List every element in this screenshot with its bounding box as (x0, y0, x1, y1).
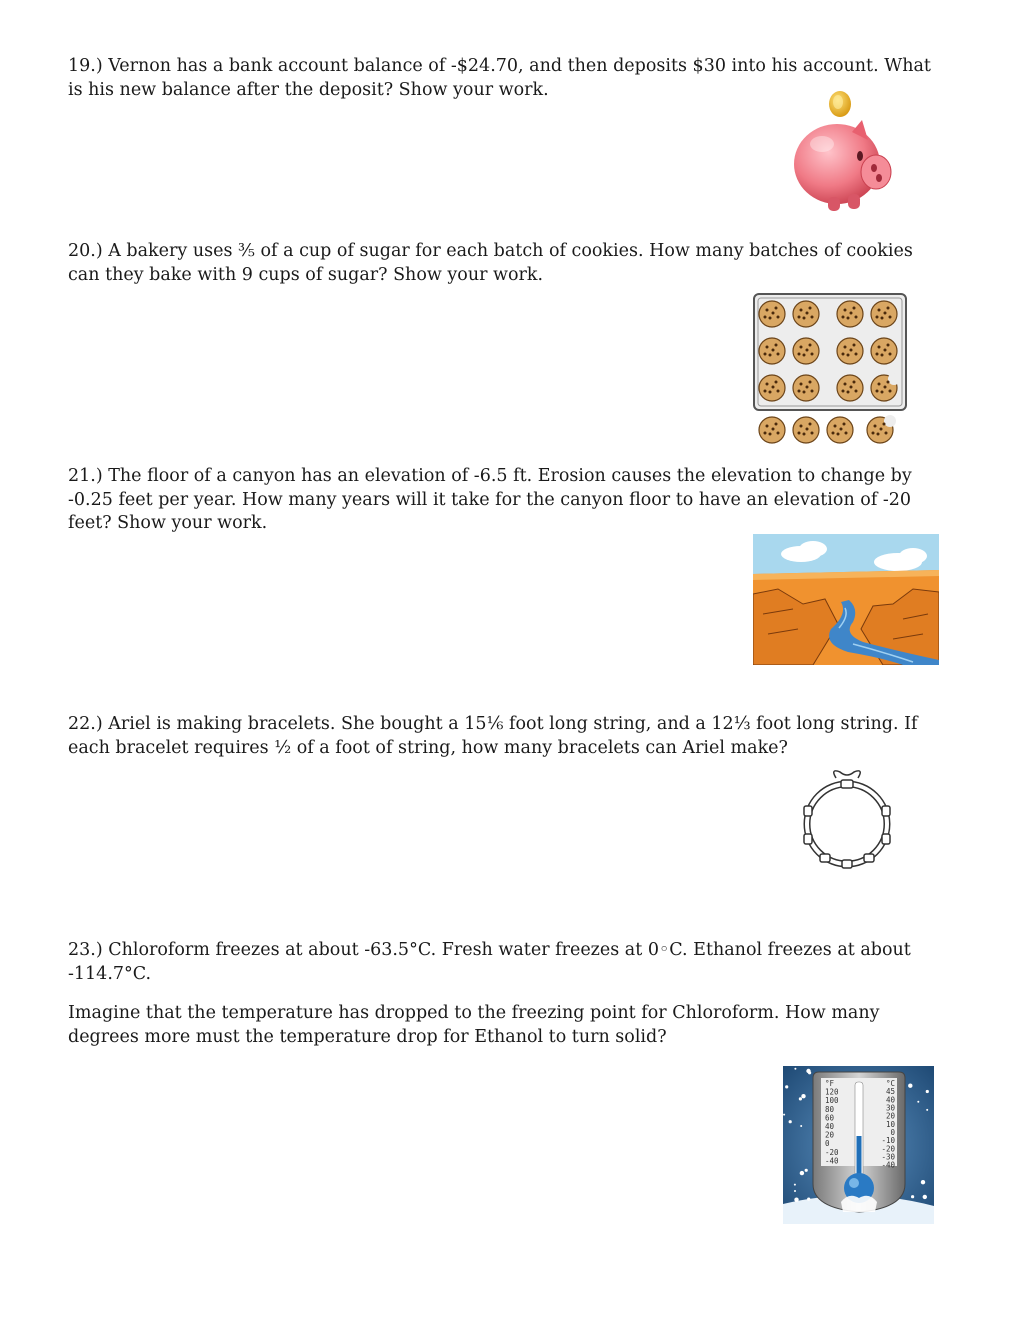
bracelet-icon (800, 768, 894, 872)
fahrenheit-tick-label: 80 (825, 1104, 835, 1114)
fahrenheit-tick-label: -20 (825, 1147, 839, 1157)
problem-23-followup: Imagine that the temperature has dropped to the freezing point for Chloroform. How many degrees more must the temperature drop for Ethanol to turn solid? (68, 1003, 880, 1047)
celsius-tick-label: 0 (890, 1128, 895, 1138)
celsius-tick-label: -10 (881, 1136, 895, 1146)
problem-21-text: 21.) The floor of a canyon has an elevation of -6.5 ft. Erosion causes the elevation to change by -0.25 feet per year. How many years will it take for the canyon floor to have an elevation of -20 feet? Show your work. (68, 466, 912, 533)
cookie-icon (871, 338, 897, 364)
celsius-tick-label: 10 (885, 1119, 895, 1129)
cookie-icon (793, 338, 819, 364)
cookie-icon (759, 301, 785, 327)
problem-21 (68, 465, 948, 536)
cookie-icon (837, 375, 863, 401)
problem-22 (68, 713, 948, 760)
canyon-icon (753, 534, 939, 665)
cookie-icon (837, 338, 863, 364)
cookie-icon (759, 375, 785, 401)
problem-20 (68, 240, 948, 287)
cookie-icon (759, 417, 785, 443)
celsius-tick-label: -40 (881, 1160, 895, 1170)
fahrenheit-tick-label: 20 (825, 1130, 835, 1140)
problem-22-text: 22.) Ariel is making bracelets. She bought a 15⅙ foot long string, and a 12⅓ foot long string. If each bracelet requires ½ of a foot of string, how many bracelets can Ariel make? (68, 714, 918, 758)
fahrenheit-tick-label: 40 (825, 1122, 835, 1131)
problem-23 (68, 939, 948, 1049)
cookie-icon (793, 375, 819, 401)
cookie-icon (871, 301, 897, 327)
cookie-icon (759, 338, 785, 364)
cookie-icon (837, 301, 863, 327)
celsius-tick-label: 30 (885, 1103, 895, 1113)
fahrenheit-tick-label: -40 (825, 1156, 839, 1166)
fahrenheit-tick-label: 0 (825, 1139, 830, 1149)
celsius-tick-label: -30 (881, 1152, 895, 1162)
celsius-tick-label: 40 (885, 1095, 895, 1105)
piggy-bank-icon (790, 84, 896, 216)
cookie-icon (827, 417, 853, 443)
celsius-tick-label: °C (885, 1079, 895, 1088)
problem-19-text: 19.) Vernon has a bank account balance of -$24.70, and then deposits $30 into his account. What is his new balance after the deposit? Show your work. (68, 56, 931, 100)
fahrenheit-tick-label: 60 (825, 1113, 835, 1123)
celsius-tick-label: -20 (881, 1144, 895, 1154)
thermometer-icon (783, 1066, 934, 1224)
problem-23-text: 23.) Chloroform freezes at about -63.5°C. Fresh water freezes at 0◦C. Ethanol freezes at about -114.7°C. (68, 940, 911, 984)
fahrenheit-tick-label: 120 (825, 1087, 839, 1097)
problem-20-text: 20.) A bakery uses ⅗ of a cup of sugar for each batch of cookies. How many batches of cookies can they bake with 9 cups of sugar? Show your work. (68, 241, 913, 285)
celsius-tick-label: 45 (885, 1087, 895, 1097)
celsius-tick-label: 20 (885, 1111, 895, 1121)
cookie-icon (793, 417, 819, 443)
fahrenheit-tick-label: 100 (825, 1096, 839, 1106)
fahrenheit-tick-label: °F (825, 1079, 835, 1088)
cookie-icon (867, 415, 896, 443)
cookie-tray-icon (752, 292, 908, 448)
cookie-icon (793, 301, 819, 327)
